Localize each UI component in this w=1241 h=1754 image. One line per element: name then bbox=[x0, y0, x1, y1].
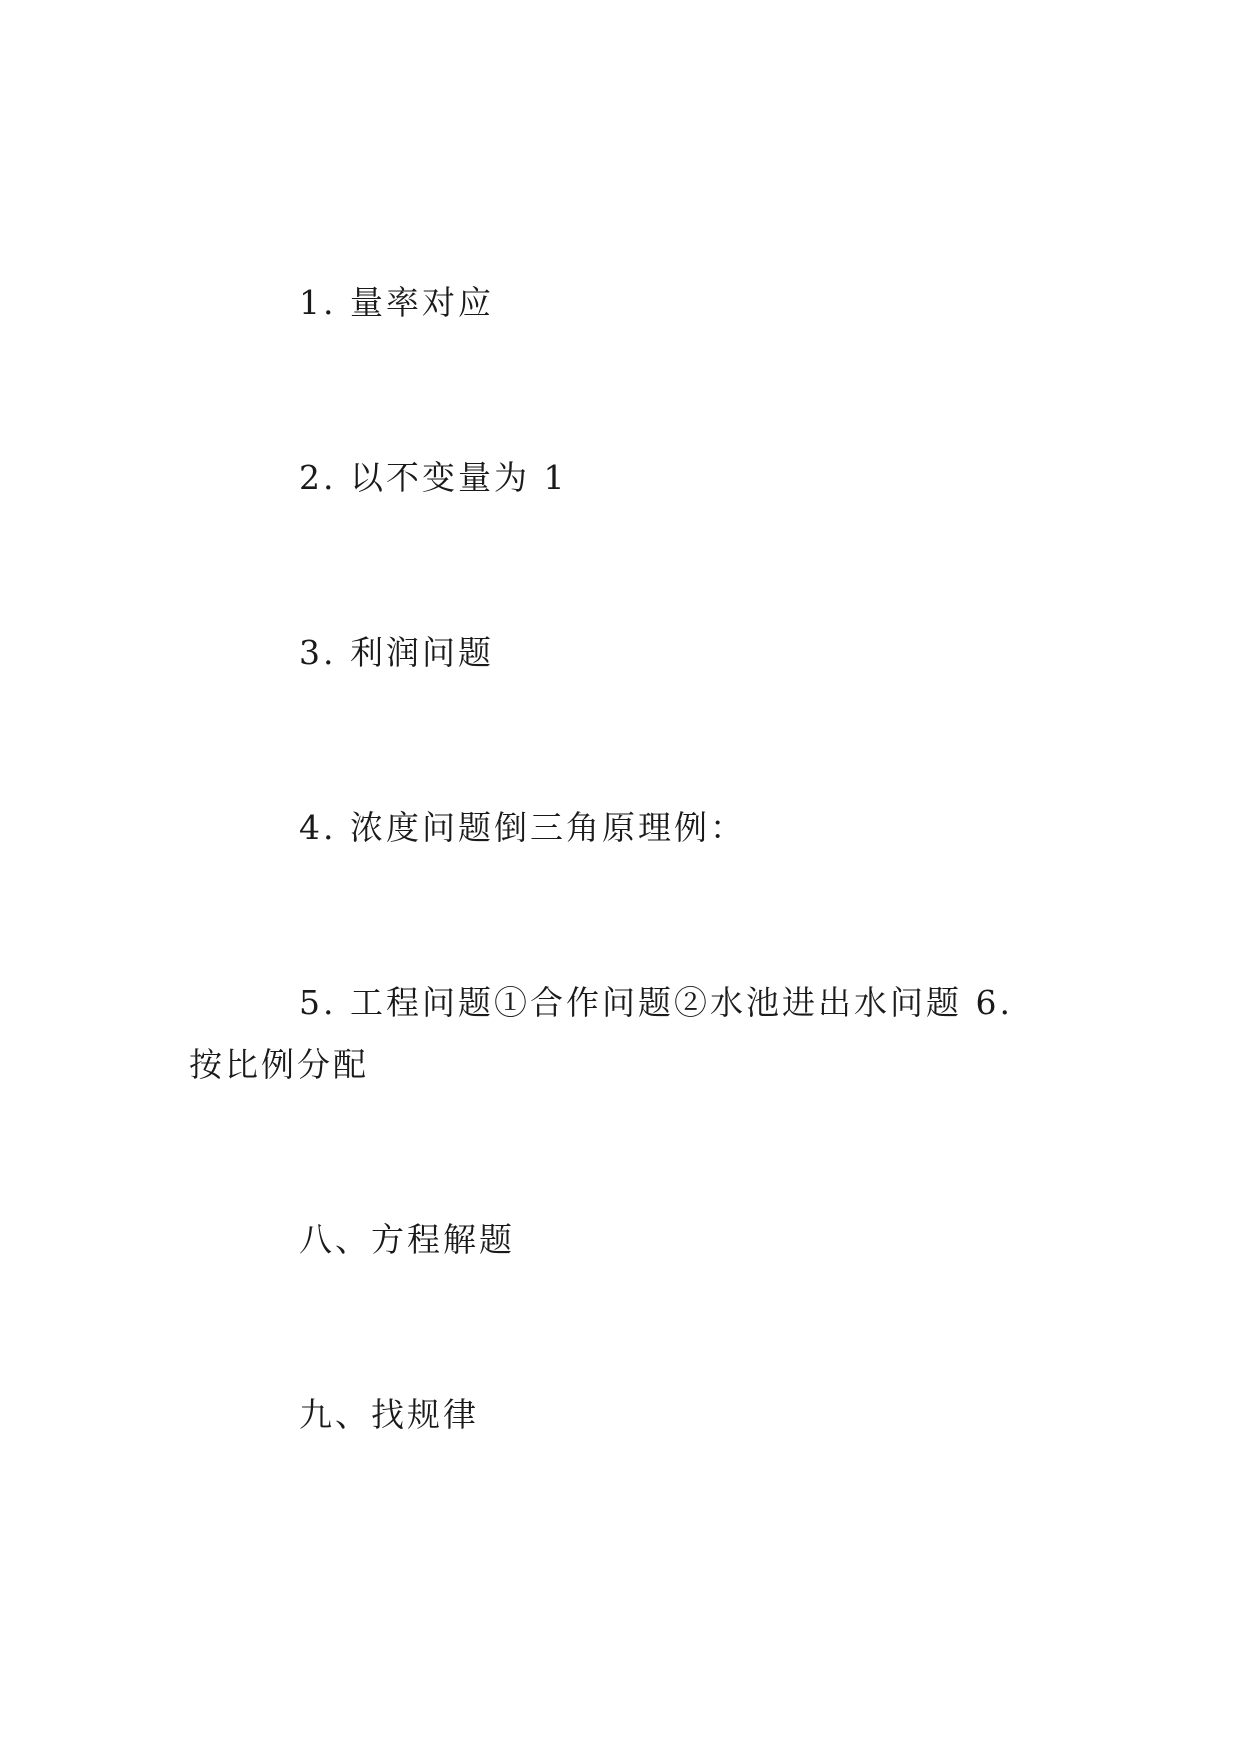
list-item-ratio-correspondence: 1. 量率对应 bbox=[299, 283, 494, 322]
list-item-work-problems: 5. 工程问题①合作问题②水池进出水问题 6. 按比例分配 bbox=[189, 983, 1013, 1084]
list-item-invariant-as-one: 2. 以不变量为 1 bbox=[299, 458, 568, 497]
list-item-concentration-problems: 4. 浓度问题倒三角原理例： bbox=[299, 808, 746, 847]
section-heading-patterns: 九、找规律 bbox=[299, 1395, 479, 1434]
list-item-profit-problems: 3. 利润问题 bbox=[299, 633, 494, 672]
section-heading-equations: 八、方程解题 bbox=[299, 1220, 515, 1259]
